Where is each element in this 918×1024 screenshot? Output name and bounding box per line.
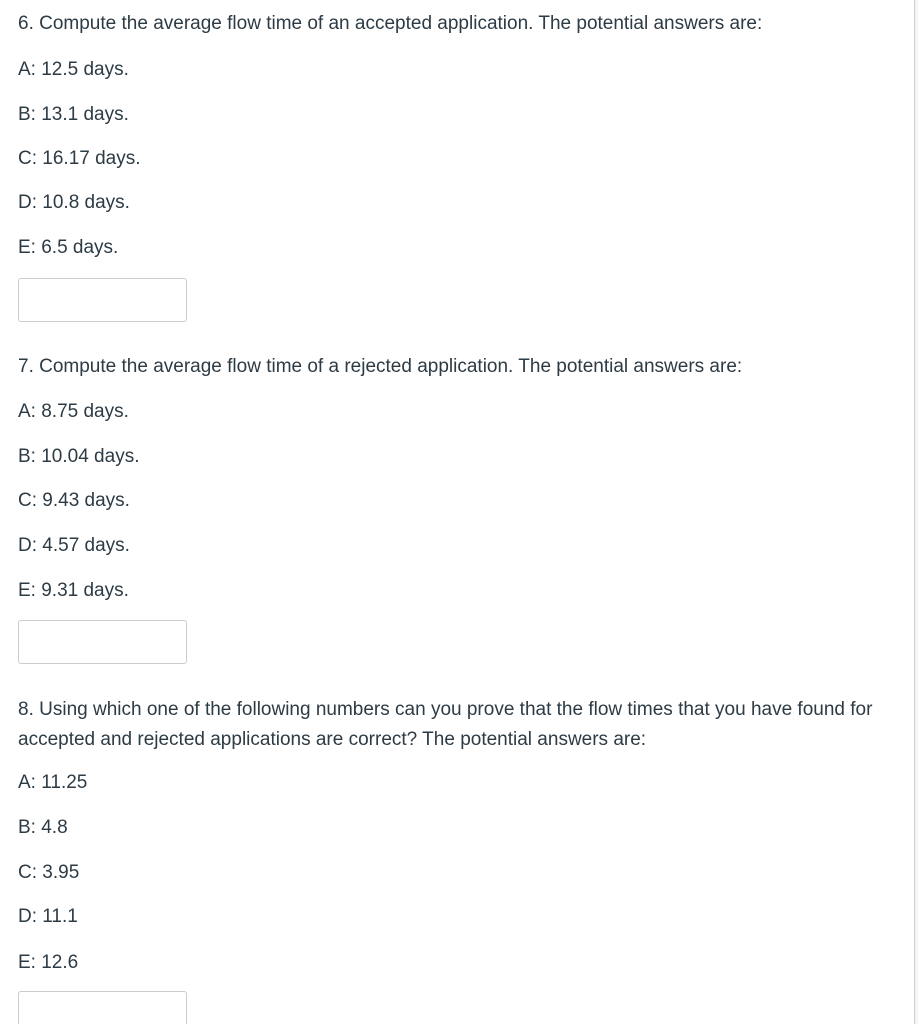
question-8 bbox=[18, 695, 898, 973]
question-6 bbox=[18, 9, 898, 258]
page-edge-divider bbox=[914, 0, 918, 1024]
question-7-option-d: D: 4.57 days. bbox=[18, 535, 130, 556]
question-6-option-a: A: 12.5 days. bbox=[18, 59, 129, 80]
question-8-option-e: E: 12.6 bbox=[18, 952, 79, 973]
question-7-prompt: 7. Compute the average flow time of a rejected application. The potential answers are: bbox=[18, 356, 743, 377]
question-7-option-e: E: 9.31 days. bbox=[18, 580, 129, 601]
question-6-option-b: B: 13.1 days. bbox=[18, 104, 129, 125]
question-7-option-c: C: 9.43 days. bbox=[18, 490, 130, 511]
question-8-answer-input[interactable] bbox=[18, 991, 187, 1024]
question-7 bbox=[18, 352, 898, 601]
question-7-option-a: A: 8.75 days. bbox=[18, 401, 129, 422]
question-8-prompt: 8. Using which one of the following numbers can you prove that the flow times that you have found for accepted and rejected applications are correct? The potential answers are: bbox=[18, 699, 873, 750]
question-6-option-e: E: 6.5 days. bbox=[18, 237, 119, 258]
question-6-option-d: D: 10.8 days. bbox=[18, 192, 130, 213]
question-6-answer-input[interactable] bbox=[18, 278, 187, 322]
question-8-option-d: D: 11.1 bbox=[18, 906, 78, 927]
question-7-answer-input[interactable] bbox=[18, 620, 187, 664]
question-8-option-b: B: 4.8 bbox=[18, 817, 68, 838]
question-7-option-b: B: 10.04 days. bbox=[18, 446, 140, 467]
question-6-option-c: C: 16.17 days. bbox=[18, 148, 141, 169]
question-8-option-c: C: 3.95 bbox=[18, 862, 80, 883]
question-8-option-a: A: 11.25 bbox=[18, 772, 88, 793]
question-6-prompt: 6. Compute the average flow time of an accepted application. The potential answers are: bbox=[18, 13, 763, 34]
